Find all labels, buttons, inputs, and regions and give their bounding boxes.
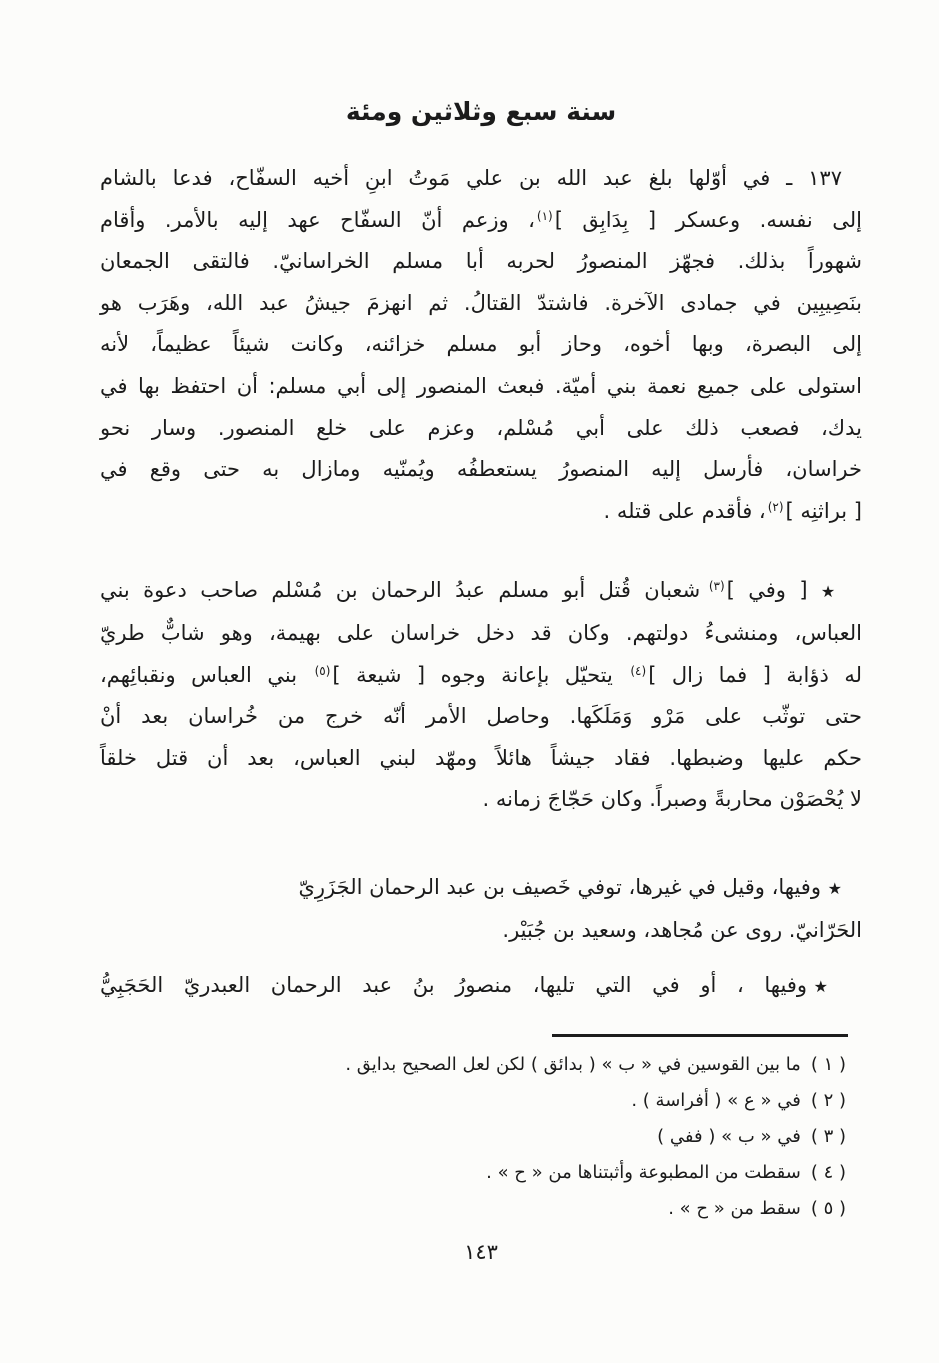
- text-line: [100, 491, 862, 533]
- footnote-ref-marker: (٣): [708, 579, 725, 594]
- text-line: [100, 570, 862, 613]
- text-run: إلى البصرة، وبها أخوه، وحاز أبو مسلم خزائنه، وكانت شيئاً عظيماً، لأنه: [100, 332, 862, 357]
- text-line: [100, 241, 862, 283]
- footnote-number: ( ٤ ): [810, 1161, 846, 1183]
- text-run: وفيها ، أو في التي تليها، منصورُ بنُ عبد الرحمان العبدريّ الحَجَبِيُّ: [100, 973, 814, 998]
- footnote: [100, 1119, 846, 1155]
- text-run: خراسان، فأرسل إليه المنصورُ يستعطفُه ويُمنّيه ومازال به حتى وقع في: [100, 457, 862, 482]
- paragraph: [100, 570, 862, 821]
- text-line: [100, 283, 862, 325]
- star-bullet-icon: ★: [820, 582, 842, 602]
- footnote-text: في « ع » ( أفراسة ) .: [631, 1089, 801, 1111]
- footnote-text: في « ب » ( ففي ): [657, 1125, 801, 1147]
- page-number: ١٤٣: [464, 1239, 498, 1264]
- text-run: استولى على جميع نعمة بني أميّة. فبعث المنصور إلى أبي مسلم: أن احتفظ بها في: [100, 373, 862, 398]
- text-line: [100, 408, 862, 450]
- footnote-number: ( ١ ): [810, 1053, 846, 1075]
- footnote-ref-marker: (٤): [630, 663, 647, 678]
- footnote-text: سقطت من المطبوعة وأثبتناها من « ح » .: [486, 1161, 801, 1183]
- text-line: [100, 613, 862, 655]
- text-line: [100, 158, 862, 200]
- paragraph: [100, 965, 862, 1008]
- text-run: له ذؤابة [ فما زال ]: [648, 662, 862, 687]
- text-run: ١٣٧ ـ في أوّلها بلغ عبد الله بن علي مَوتُ ابنِ أخيه السفّاح، فدعا بالشام: [100, 166, 842, 190]
- footnote-number: ( ٣ ): [810, 1125, 846, 1147]
- footnote-number: ( ٢ ): [810, 1089, 846, 1111]
- text-run: وفيها، وقيل في غيرها، توفي خَصيف بن عبد الرحمان الجَزَرِيّ: [298, 874, 828, 899]
- text-run: شهوراً بذلك. فجهّز المنصورُ لحربه أبا مسلم الخراسانيّ. فالتقى الجمعان: [100, 249, 862, 274]
- footnote-number: ( ٥ ): [810, 1197, 846, 1219]
- star-bullet-icon: ★: [827, 878, 842, 898]
- footnote-separator-rule: [552, 1034, 848, 1037]
- text-run: بنَصِيبِين في جمادى الآخرة. فاشتدّ القتالُ. ثم انهزمَ جيشُ عبد الله، وهَرَب هو: [100, 290, 862, 315]
- text-line: [100, 324, 862, 366]
- footnote-ref-marker: (٢): [767, 499, 784, 514]
- text-run: يدك، فصعب ذلك على أبي مُسْلم، وعزم على خلع المنصور. وسار نحو: [100, 415, 862, 440]
- text-run: يتحيّل بإعانة وجوه [ شيعة ]: [332, 662, 629, 687]
- text-run: إلى نفسه. وعسكر [ بِدَابِق ]: [554, 207, 862, 232]
- footnotes-section: [100, 1047, 862, 1227]
- text-line: [100, 779, 862, 821]
- text-line: [100, 200, 862, 242]
- text-run: حكم عليها وضبطها. فقاد جيشاً هائلاً ومهّد لبني العباس، بعد أن قتل خلقاً: [100, 745, 862, 770]
- text-run: العباس، ومنشىءُ دولتهم. وكان قد دخل خراسان على بهيمة، وهو شابٌّ طريّ: [100, 620, 862, 645]
- footnote-text: سقط من « ح » .: [668, 1197, 801, 1219]
- footnote: [100, 1047, 846, 1083]
- text-run: لا يُحْصَوْن محاربةً وصبراً. وكان حَجّاجَ زمانه .: [482, 787, 862, 812]
- footnote-text: ما بين القوسين في « ب » ( بدائق ) لكن لعل الصحيح بدايق .: [345, 1053, 801, 1075]
- text-line: [100, 655, 862, 697]
- text-line: [100, 696, 862, 738]
- text-run: [ وفي ]: [726, 578, 821, 603]
- text-run: حتى توثّب على مَرْو وَمَلَكَها. وحاصل الأمر أنّه خرج من خُراسان بعد أنْ: [100, 704, 862, 729]
- text-run: الحَرّانيّ. روى عن مُجاهد، وسعيد بن جُبَيْر.: [502, 917, 862, 942]
- footnote-ref-marker: (١): [536, 208, 553, 223]
- paragraph: [100, 158, 862, 532]
- text-line: [100, 867, 862, 910]
- footnote-ref-marker: (٥): [314, 663, 331, 678]
- text-run: بني العباس ونقبائِهم،: [100, 662, 313, 687]
- text-run: ، وزعم أنّ السفّاح عهد إليه بالأمر. وأقام: [100, 207, 535, 232]
- paragraph: [100, 867, 862, 951]
- footnote: [100, 1155, 846, 1191]
- star-bullet-icon: ★: [813, 977, 843, 997]
- text-run: [ براثنِه ]: [785, 498, 862, 523]
- text-line: [100, 366, 862, 408]
- footnote: [100, 1191, 846, 1227]
- text-run: ، فأقدم على قتله .: [603, 498, 766, 523]
- text-line: [100, 738, 862, 780]
- page-title: سنة سبع وثلاثين ومئة: [345, 97, 617, 126]
- text-line: [100, 965, 862, 1008]
- footnote: [100, 1083, 846, 1119]
- body-text: [100, 158, 862, 1008]
- text-line: [100, 449, 862, 491]
- text-line: [100, 910, 862, 952]
- text-run: شعبان قُتل أبو مسلم عبدُ الرحمان بن مُسْلم صاحب دعوة بني: [100, 578, 707, 603]
